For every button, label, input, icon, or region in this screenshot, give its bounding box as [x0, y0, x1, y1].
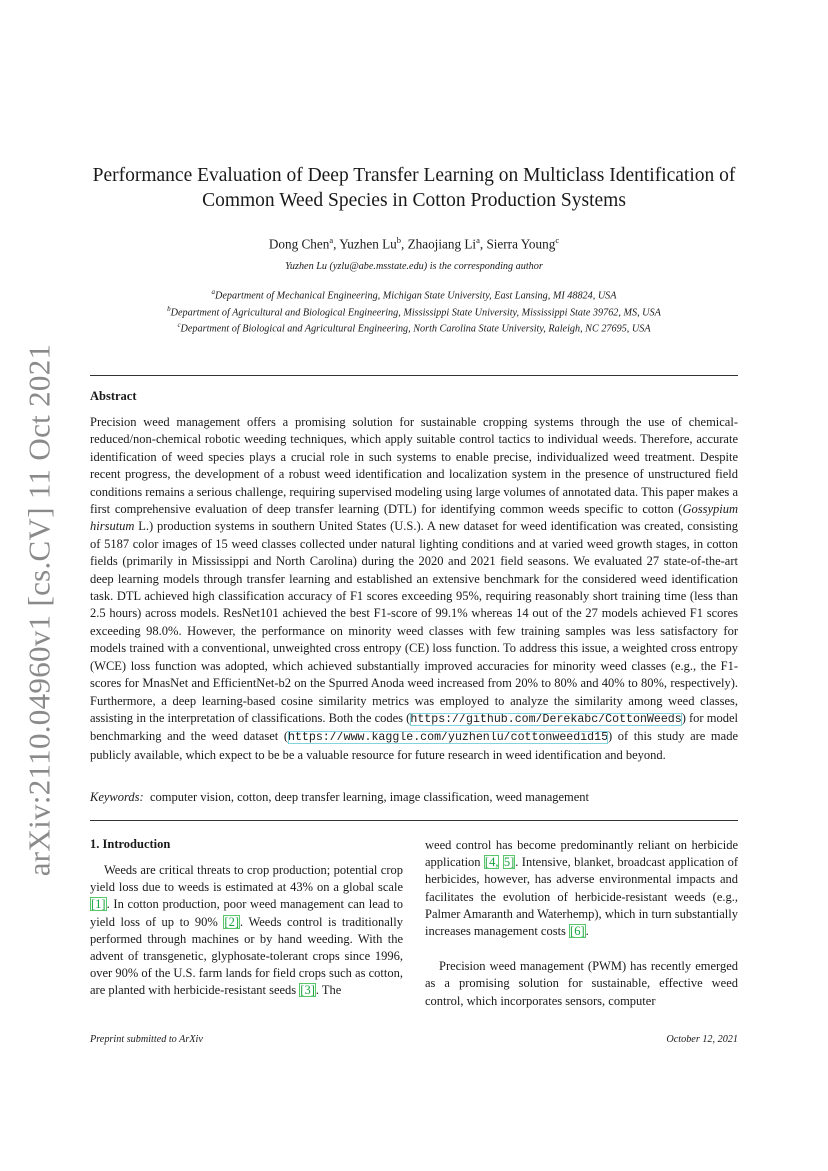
affiliation-text: Department of Biological and Agricultural Engineering, North Carolina State University, Raleigh, NC 27695, USA — [180, 323, 651, 335]
paragraph-text: . Weeds control is traditionally performed through machines or by hand weeding. With the advent of transgenetic, glyphosate-tolerant crops since 1996, over 90% of the U.S. farm lands for field crops such as cotton, are planted with herbicide-resistant seeds — [90, 914, 404, 998]
affiliation-text: Department of Agricultural and Biological Engineering, Mississippi State University, Mississippi State 39762, MS, USA — [170, 306, 661, 318]
footer-date: October 12, 2021 — [666, 1034, 738, 1045]
author-affiliation-mark: c — [555, 235, 560, 245]
intro-paragraph-3: Precision weed management (PWM) has recently emerged as a promising solution for sustainable, effective weed control, which incorporates sensors, computer — [425, 959, 738, 1008]
species-name: Gossypium hirsutum — [90, 502, 738, 534]
author-name: Sierra Young — [486, 236, 556, 252]
paragraph-text: weed control has become predominantly reliant on herbicide application — [425, 838, 738, 870]
abstract-top-rule — [90, 375, 738, 376]
paper-title: Performance Evaluation of Deep Transfer Learning on Multiclass Identification of Common Weed Species in Cotton Production Systems — [92, 165, 736, 211]
affiliation-mark: a — [211, 288, 215, 296]
left-column — [90, 837, 403, 1000]
corresponding-author-note: Yuzhen Lu (yzlu@abe.msstate.edu) is the corresponding author — [285, 261, 543, 272]
keywords-label: Keywords: — [90, 790, 144, 804]
dataset-link[interactable]: https://www.kaggle.com/yuzhenlu/cottonweedid15 — [287, 731, 609, 745]
author-name: Zhaojiang Li — [407, 236, 477, 252]
citation-link[interactable]: [6] — [570, 924, 585, 939]
author-list: Dong Chen$^a$, Yuzhen Lu$^b$, Zhaojiang Li$^a$, Sierra Young$^c$ — [268, 235, 560, 252]
abstract-text: ) for model benchmarking and the weed dataset ( — [90, 710, 738, 744]
abstract-body — [90, 414, 738, 764]
affiliation-item — [60, 286, 768, 303]
right-column — [425, 837, 738, 1010]
affiliation-mark: c — [177, 321, 181, 330]
paragraph-text: . In cotton production, poor weed management can lead to yield loss of up to 90% — [90, 897, 403, 929]
author-affiliation-mark: b — [396, 235, 401, 245]
footer-preprint-note: Preprint submitted to ArXiv — [90, 1034, 203, 1045]
abstract-bottom-rule — [90, 820, 738, 821]
citation-link[interactable]: [2] — [224, 914, 239, 929]
citation-link[interactable]: [4, — [484, 855, 499, 870]
code-repository-link[interactable]: https://github.com/Derekabc/CottonWeeds — [410, 712, 682, 726]
arxiv-identifier-text: arXiv:2110.04960v1 [cs.CV] 11 Oct 2021 — [21, 343, 56, 877]
affiliation-item — [60, 319, 768, 336]
citation-link[interactable]: [1] — [91, 897, 106, 912]
section-heading-introduction: 1. Introduction — [90, 837, 171, 851]
affiliation-list — [60, 286, 768, 336]
abstract-heading: Abstract — [90, 389, 137, 403]
affiliation-item — [60, 303, 768, 320]
affiliation-mark: b — [167, 304, 171, 313]
keywords-line — [90, 790, 589, 805]
intro-paragraph-2 — [425, 837, 738, 940]
citation-link[interactable]: 5] — [503, 855, 515, 870]
intro-paragraph-1 — [90, 862, 403, 1000]
paragraph-text: . Intensive, blanket, broadcast application of herbicides, however, has adverse environmental impacts and facilitates the evolution of herbicide-resistant weeds (e.g., Palmer Amaranth and Waterhemp), which in turn substantially increases management costs — [425, 855, 738, 939]
arxiv-side-identifier — [17, 343, 61, 877]
paragraph-text: . The — [315, 983, 342, 998]
abstract-text: Precision weed management offers a promising solution for sustainable cropping systems through the use of chemical-reduced/non-chemical robotic weeding techniques, which apply suitable control tactics to individual weeds. Therefore, accurate identification of weed species plays a crucial role in such systems to enable precise, individualized weed treatment. Despite recent progress, the development of a robust weed identification and localization system in the presence of unstructured field conditions remains a serious challenge, requiring supervised modeling using large volumes of annotated data. This paper makes a first comprehensive evaluation of deep transfer learning (DTL) for identifying common weeds specific to cotton ( — [90, 415, 738, 517]
affiliation-text: Department of Mechanical Engineering, Michigan State University, East Lansing, MI 48824, USA — [215, 290, 617, 302]
author-affiliation-mark: a — [329, 235, 334, 245]
abstract-text: ) of this study are made publicly available, which expect to be be a valuable resource for future research in weed identification and beyond. — [90, 729, 738, 762]
abstract-text: L.) production systems in southern United States (U.S.). A new dataset for weed identification was created, consisting of 5187 color images of 15 weed classes collected under natural lighting conditions and at varied weed growth stages, in cotton fields (primarily in Mississippi and North Carolina) during the 2020 and 2021 field seasons. We evaluated 27 state-of-the-art deep learning models through transfer learning and established an extensive benchmark for the considered weed identification task. DTL achieved high classification accuracy of F1 scores exceeding 95%, requiring reasonably short training time (less than 2.5 hours) across models. ResNet101 achieved the best F1-score of 99.1% whereas 14 out of the 27 models achieved F1 scores exceeding 98.0%. However, the performance on minority weed classes with few training samples was less satisfactory for models trained with a conventional, unweighted cross entropy (CE) loss function. To address this issue, a weighted cross entropy (WCE) loss function was adopted, which achieved substantially improved accuracies for minority weed classes (e.g., the F1-scores for MnasNet and EfficientNet-b2 on the Spurred Anoda weed increased from 20% to 80% and 40% to 80%, respectively). Furthermore, a deep learning-based cosine similarity metrics was employed to analyze the similarity among weed classes, assisting in the interpretation of classifications. Both the codes ( — [90, 519, 738, 725]
paragraph-text: . — [585, 924, 589, 939]
citation-link[interactable]: [3] — [300, 983, 315, 998]
author-name: Yuzhen Lu — [339, 236, 397, 252]
author-affiliation-mark: a — [476, 235, 480, 245]
keywords-text: computer vision, cotton, deep transfer learning, image classification, weed management — [149, 790, 590, 804]
paragraph-text: Weeds are critical threats to crop production; potential crop yield loss due to weeds is estimated at 43% on a global scale — [90, 863, 403, 895]
author-name: Dong Chen — [268, 236, 330, 252]
